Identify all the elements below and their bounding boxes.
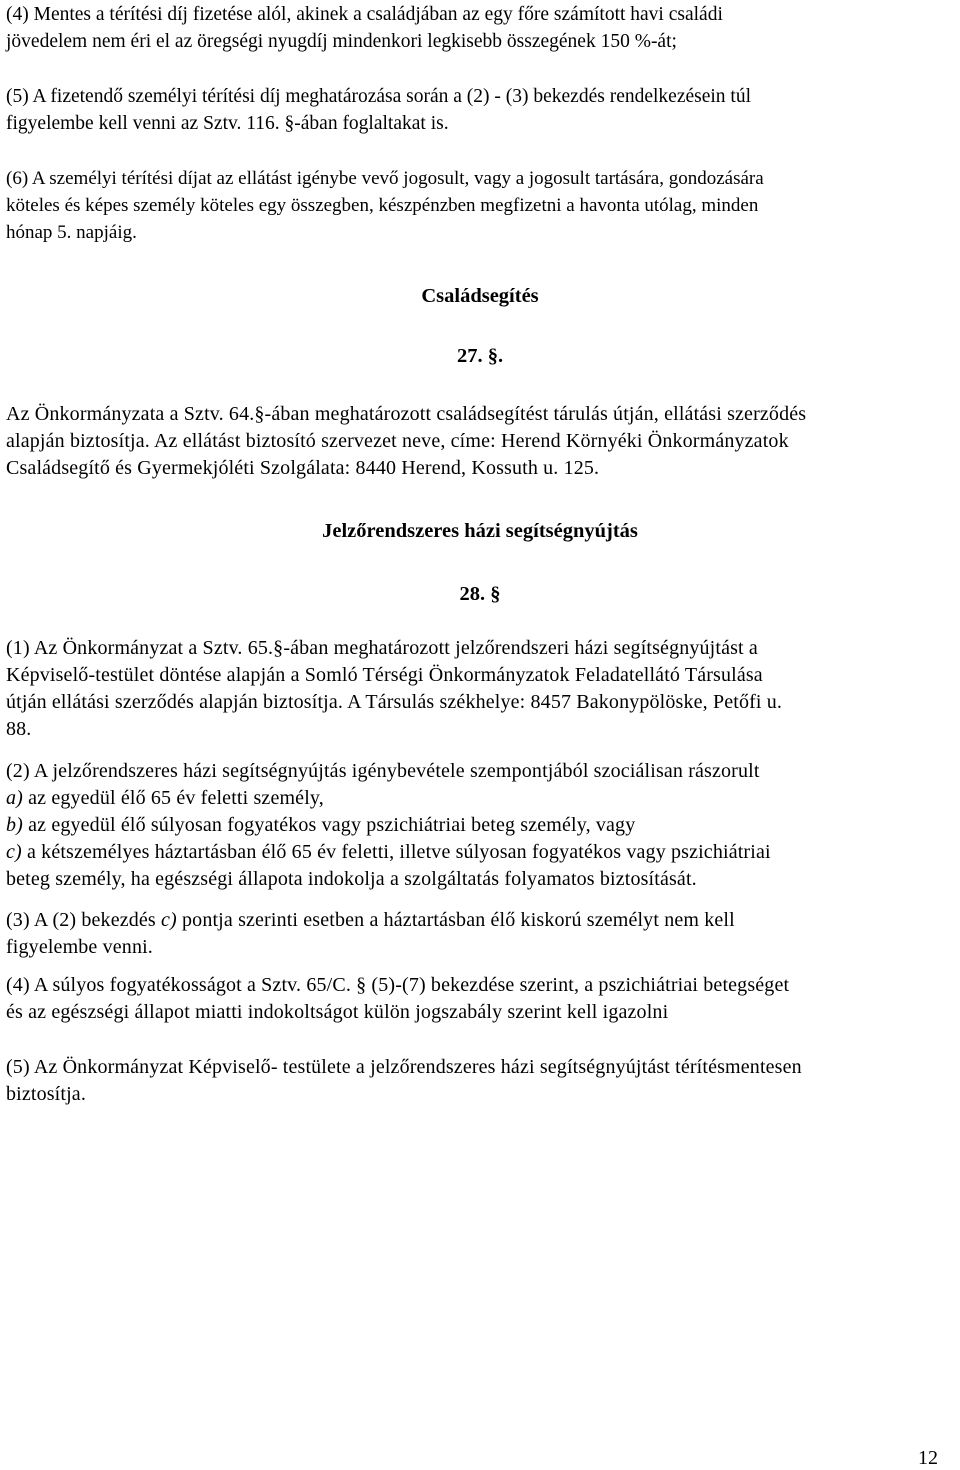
paragraph-28-2 bbox=[6, 758, 954, 893]
csaladsegites-line-3: Családsegítő és Gyermekjóléti Szolgálata: 8440 Herend, Kossuth u. 125. bbox=[6, 457, 600, 479]
p28-1-line-1: (1) Az Önkormányzat a Sztv. 65.§-ában meghatározott jelzőrendszeri házi segítségnyújtást a bbox=[6, 637, 758, 659]
section-title-csaladsegites: Családsegítés bbox=[421, 285, 539, 307]
section-number-27: 27. §. bbox=[456, 345, 504, 367]
paragraph-5-line-1: (5) A fizetendő személyi térítési díj meghatározása során a (2) - (3) bekezdés rendelkezésein túl bbox=[6, 86, 752, 107]
page-number: 12 bbox=[918, 1447, 938, 1469]
section-title-jelzorendszeres: Jelzőrendszeres házi segítségnyújtás bbox=[322, 520, 638, 542]
p28-2-line-last: beteg személy, ha egészségi állapota indokolja a szolgáltatás folyamatos biztosítását. bbox=[6, 868, 697, 890]
p28-4-line-2: és az egészségi állapot miatti indokoltságot külön jogszabály szerint kell igazolni bbox=[6, 1001, 669, 1023]
paragraph-4-line-1: (4) Mentes a térítési díj fizetése alól, akinek a családjában az egy főre számított havi családi bbox=[6, 4, 723, 25]
paragraph-28-3 bbox=[6, 907, 954, 961]
p28-3-prefix: (3) A (2) bekezdés bbox=[6, 909, 162, 931]
paragraph-6 bbox=[6, 165, 954, 246]
p28-3-line-2: figyelembe venni. bbox=[6, 936, 153, 958]
paragraph-csaladsegites bbox=[6, 401, 954, 482]
item-b-marker: b) bbox=[6, 814, 23, 836]
item-a-marker: a) bbox=[6, 787, 23, 809]
paragraph-4 bbox=[6, 1, 954, 55]
item-c-text: a kétszemélyes háztartásban élő 65 év feletti, illetve súlyosan fogyatékos vagy pszichiátriai bbox=[21, 841, 771, 863]
paragraph-6-line-3: hónap 5. napjáig. bbox=[6, 222, 137, 243]
p28-2-line-1: (2) A jelzőrendszeres házi segítségnyújtás igénybevétele szempontjából szociálisan rászorult bbox=[6, 760, 760, 782]
p28-5-line-2: biztosítja. bbox=[6, 1083, 86, 1105]
paragraph-5-line-2: figyelembe kell venni az Sztv. 116. §-ában foglaltakat is. bbox=[6, 113, 449, 134]
p28-3-marker: c) bbox=[161, 909, 177, 931]
item-a-text: az egyedül élő 65 év feletti személy, bbox=[22, 787, 324, 809]
p28-1-line-4: 88. bbox=[6, 718, 32, 740]
p28-5-line-1: (5) Az Önkormányzat Képviselő- testülete a jelzőrendszeres házi segítségnyújtást térítésmentesen bbox=[6, 1056, 802, 1078]
section-number-28: 28. § bbox=[459, 583, 501, 605]
paragraph-6-line-1: (6) A személyi térítési díjat az ellátást igénybe vevő jogosult, vagy a jogosult tartására, gondozására bbox=[6, 168, 764, 189]
p28-2-item-a bbox=[6, 785, 954, 812]
paragraph-6-line-2: köteles és képes személy köteles egy összegben, készpénzben megfizetni a havonta utólag, minden bbox=[6, 195, 759, 216]
paragraph-28-5 bbox=[6, 1054, 954, 1108]
p28-2-item-b bbox=[6, 812, 954, 839]
item-c-marker: c) bbox=[6, 841, 22, 863]
p28-3-suffix: pontja szerinti esetben a háztartásban élő kiskorú személyt nem kell bbox=[176, 909, 735, 931]
p28-1-line-3: útján ellátási szerződés alapján biztosítja. A Társulás székhelye: 8457 Bakonypölöske, Petőfi u. bbox=[6, 691, 783, 713]
paragraph-5 bbox=[6, 83, 954, 137]
p28-4-line-1: (4) A súlyos fogyatékosságot a Sztv. 65/C. § (5)-(7) bekezdése szerint, a pszichiátriai betegséget bbox=[6, 974, 790, 996]
p28-2-item-c bbox=[6, 839, 954, 866]
item-b-text: az egyedül élő súlyosan fogyatékos vagy pszichiátriai beteg személy, vagy bbox=[22, 814, 636, 836]
p28-3-line-1 bbox=[6, 907, 954, 934]
paragraph-28-1 bbox=[6, 635, 954, 743]
csaladsegites-line-1: Az Önkormányzata a Sztv. 64.§-ában meghatározott családsegítést tárulás útján, ellátási szerződés bbox=[6, 403, 807, 425]
csaladsegites-line-2: alapján biztosítja. Az ellátást biztosító szervezet neve, címe: Herend Környéki Önkormányzatok bbox=[6, 430, 789, 452]
p28-1-line-2: Képviselő-testület döntése alapján a Somló Térségi Önkormányzatok Feladatellátó Társulása bbox=[6, 664, 763, 686]
paragraph-4-line-2: jövedelem nem éri el az öregségi nyugdíj mindenkori legkisebb összegének 150 %-át; bbox=[6, 31, 677, 52]
paragraph-28-4 bbox=[6, 972, 954, 1026]
